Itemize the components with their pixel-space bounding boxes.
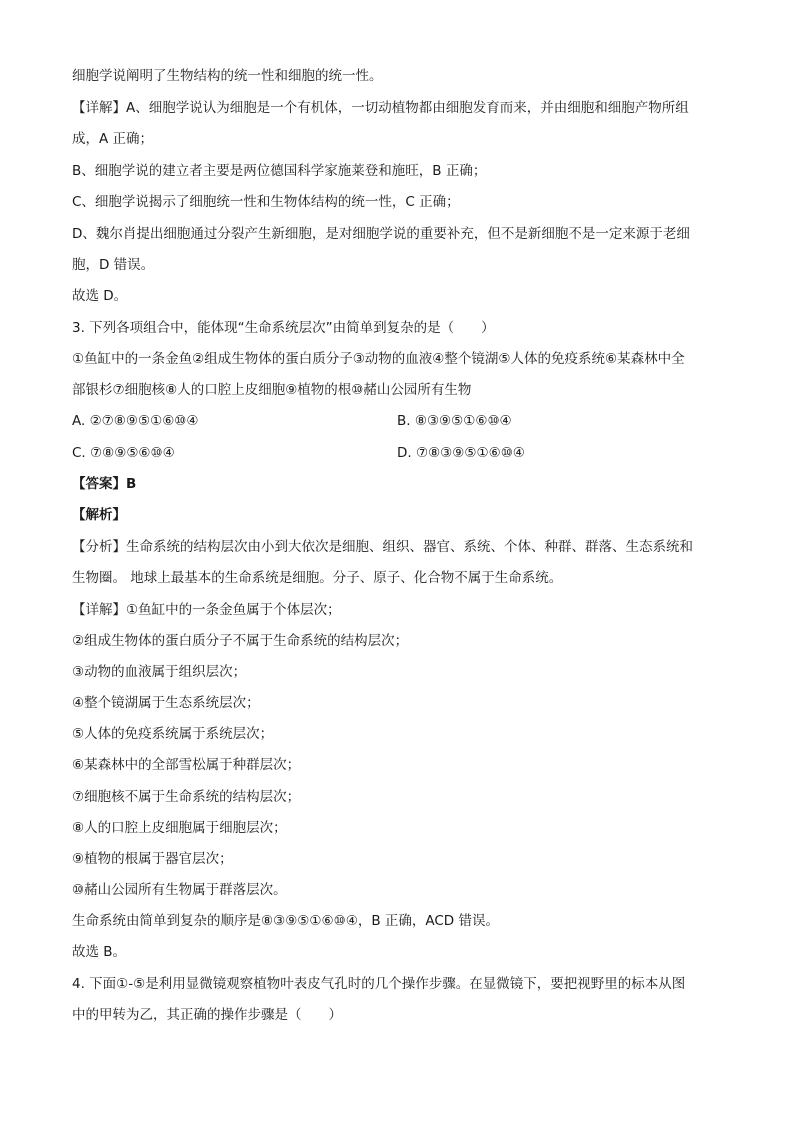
text-line: 成，A 正确；	[72, 131, 154, 147]
text-line: 胞，D 错误。	[72, 257, 155, 273]
option-d: D. ⑦⑧③⑨⑤①⑥⑩④	[397, 445, 525, 461]
text-line: 【详解】A、细胞学说认为细胞是一个有机体，一切动植物都由细胞发育而来，并由细胞和细胞产物所组	[72, 100, 689, 116]
text-line: 生命系统由简单到复杂的顺序是⑧③⑨⑤①⑥⑩④，B 正确，ACD 错误。	[72, 913, 499, 929]
option-b: B. ⑧③⑨⑤①⑥⑩④	[397, 413, 512, 429]
text-line: ⑥某森林中的全部雪松属于种群层次；	[72, 757, 301, 773]
text-line: 细胞学说阐明了生物结构的统一性和细胞的统一性。	[72, 68, 383, 84]
question-4-stem: 4. 下面①-⑤是利用显微镜观察植物叶表皮气孔时的几个操作步骤。在显微镜下，要把视野里的标本从图	[72, 976, 686, 992]
text-line: ④整个镜湖属于生态系统层次；	[72, 695, 260, 711]
text-line: 【分析】生命系统的结构层次由小到大依次是细胞、组织、器官、系统、个体、种群、群落、生态系统和	[72, 539, 693, 555]
text-line: ③动物的血液属于组织层次；	[72, 664, 247, 680]
text-line: ②组成生物体的蛋白质分子不属于生命系统的结构层次；	[72, 633, 409, 649]
text-line: 故选 B。	[72, 944, 127, 960]
text-line: ⑨植物的根属于器官层次；	[72, 851, 233, 867]
option-c: C. ⑦⑧⑨⑤⑥⑩④	[72, 445, 175, 461]
text-line: C、细胞学说揭示了细胞统一性和生物体结构的统一性，C 正确；	[72, 194, 460, 210]
question-3-stem: 3. 下列各项组合中，能体现“生命系统层次”由简单到复杂的是（ ）	[72, 320, 495, 336]
text-line: 故选 D。	[72, 288, 128, 304]
text-line: ⑦细胞核不属于生命系统的结构层次；	[72, 789, 301, 805]
question-3-items: ①鱼缸中的一条金鱼②组成生物体的蛋白质分子③动物的血液④整个镜湖⑤人体的免疫系统⑥某森林中全	[72, 351, 685, 367]
question-4-stem: 中的甲转为乙，其正确的操作步骤是（ ）	[72, 1007, 342, 1023]
answer-label: 【答案】B	[72, 476, 137, 492]
text-line: 生物圈。 地球上最基本的生命系统是细胞。分子、原子、化合物不属于生命系统。	[72, 570, 563, 586]
text-line: ⑩赭山公园所有生物属于群落层次。	[72, 882, 287, 898]
text-line: 【详解】①鱼缸中的一条金鱼属于个体层次；	[72, 602, 341, 618]
analysis-title: 【解析】	[72, 507, 126, 523]
text-line: B、细胞学说的建立者主要是两位德国科学家施莱登和施旺，B 正确；	[72, 163, 487, 179]
text-line: ⑤人体的免疫系统属于系统层次；	[72, 726, 274, 742]
question-3-items: 部银杉⑦细胞核⑧人的口腔上皮细胞⑨植物的根⑩赭山公园所有生物	[72, 382, 472, 398]
text-line: ⑧人的口腔上皮细胞属于细胞层次；	[72, 820, 287, 836]
option-a: A. ②⑦⑧⑨⑤①⑥⑩④	[72, 413, 199, 429]
text-line: D、魏尔肖提出细胞通过分裂产生新细胞，是对细胞学说的重要补充，但不是新细胞不是一定来源于老细	[72, 226, 690, 242]
